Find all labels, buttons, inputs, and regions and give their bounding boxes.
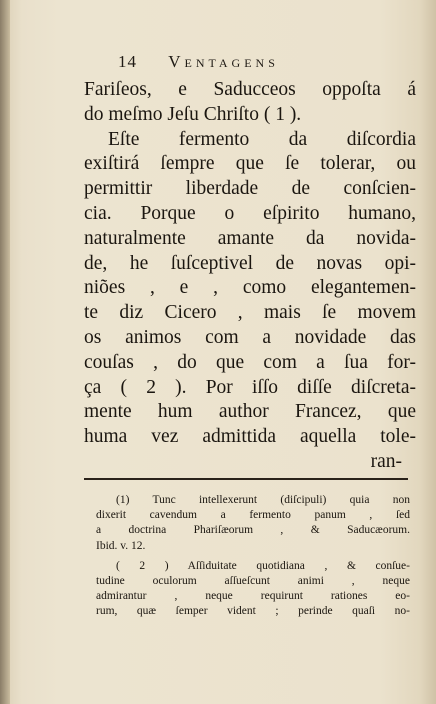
text-line: exiſtirá ſempre que ſe tolerar, ou [84,153,416,175]
text-line: ça ( 2 ). Por iſſo diſſe diſcreta- [84,376,416,398]
text-line: huma vez admittida aquella tole- [84,426,416,448]
footnote [96,493,410,554]
text-line: naturalmente amante da novida- [84,227,416,249]
footnotes [96,493,410,625]
text-line: permittir liberdade de conſcien- [84,178,416,200]
footnote-line: ( 2 ) Aſſiduitate quotidiana , & conſue- [116,559,410,572]
text-line: te diz Cicero , mais ſe movem [84,302,416,324]
footnote-line: tudine oculorum aſſueſcunt animi , neque [96,575,410,588]
text-line: Fariſeos, e Saducceos oppoſta á [84,79,416,100]
main-text [84,78,416,475]
footnote-rule [84,478,408,480]
text-line: cia. Porque o eſpirito humano, [84,202,416,224]
footnote-line: admirantur , neque requirunt rationes eo- [96,590,410,603]
text-line: ran- [370,450,402,472]
text-line: niões , e , como elegantemen- [84,277,416,299]
footnote-line: Ibid. v. 12. [96,539,146,552]
footnote-line: a doctrina Phariſæorum , & Saducæorum. [96,524,410,537]
page-number: 14 [118,52,137,71]
text-line: couſas , do que com a ſua for- [84,351,416,373]
running-title: Ventagens [168,52,279,71]
page-gutter-shadow [0,0,10,704]
footnote-line: rum, quæ ſemper vident ; perinde quaſi no- [96,605,410,618]
footnote-line: (1) Tunc intellexerunt (diſcipuli) quia non [116,494,410,506]
footnote [96,559,410,620]
footnote-line: dixerit cavendum a fermento panum , ſed [96,509,410,522]
text-line: mente hum author Francez, que [84,401,416,423]
text-line: do meſmo Jeſu Chriſto ( 1 ). [84,103,302,125]
text-line: de, he ſuſceptivel de novas opi- [84,252,416,274]
text-line: os animos com a novidade das [84,326,416,348]
text-line: Eſte fermento da diſcordia [108,128,416,150]
running-header [118,52,279,72]
